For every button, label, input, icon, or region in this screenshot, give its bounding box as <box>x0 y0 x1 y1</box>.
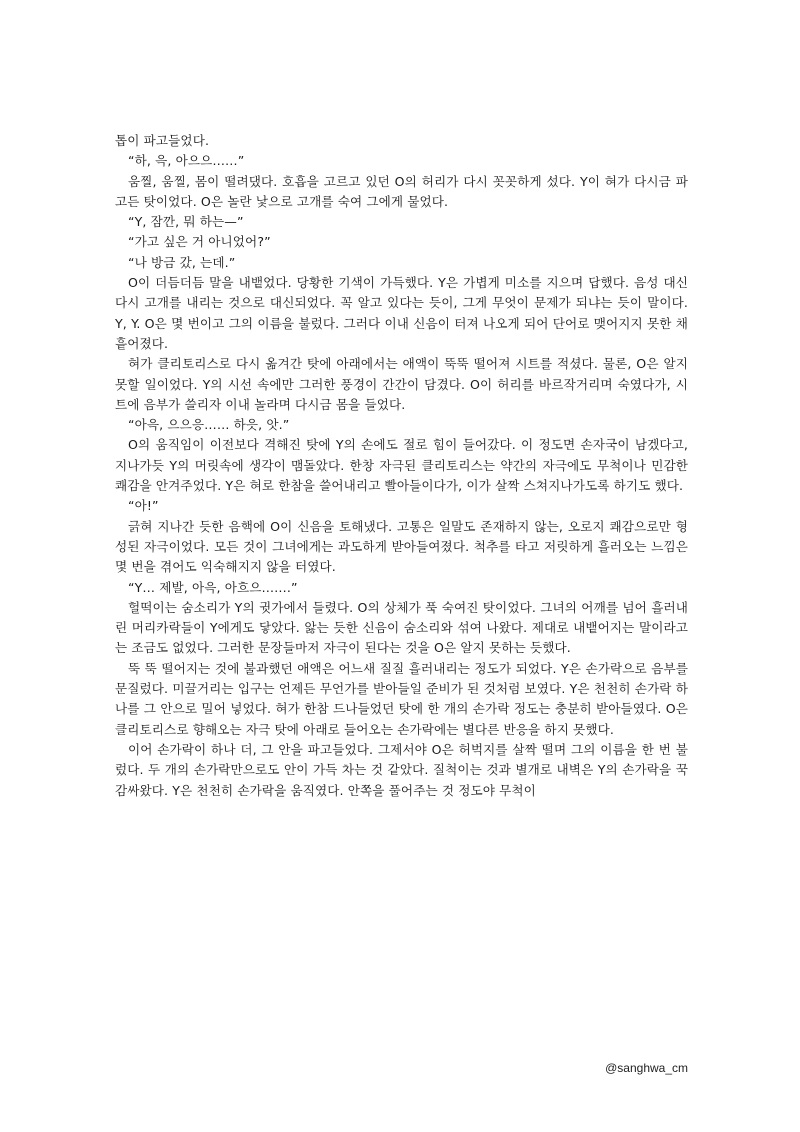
paragraph: O이 더듬더듬 말을 내뱉었다. 당황한 기색이 가득했다. Y은 가볍게 미소를 지으며 답했다. 음성 대신 다시 고개를 내리는 것으로 대신되었다. 꼭 알고 있다는 듯이, 그게 무엇이 문제가 되냐는 듯이 말이다. Y, Y. O은 몇 번이고 그의 이름을 불렀다. 그러다 이내 신음이 터져 나오게 되어 단어로 맺어지지 못한 채 흩어졌다. <box>115 275 688 351</box>
paragraph: 움찔, 움찔, 몸이 떨려댔다. 호흡을 고르고 있던 O의 허리가 다시 꼿꼿하게 섰다. Y이 혀가 다시금 파고든 탓이었다. O은 놀란 낯으로 고개를 숙여 그에게 물었다. <box>115 173 688 209</box>
paragraph: 헐떡이는 숨소리가 Y의 귓가에서 들렸다. O의 상체가 푹 숙여진 탓이었다. 그녀의 어깨를 넘어 흘러내린 머리카락들이 Y에게도 닿았다. 앓는 듯한 신음이 숨소리와 섞여 나왔다. 제대로 내뱉어지는 말이라고는 조금도 없었다. 그러한 문장들마저 자극이 된다는 것을 O은 알지 못하는 듯했다. <box>115 599 688 656</box>
paragraph: 이어 손가락이 하나 더, 그 안을 파고들었다. 그제서야 O은 허벅지를 살짝 떨며 그의 이름을 한 번 불렀다. 두 개의 손가락만으로도 안이 가득 차는 것 같았다. 질척이는 것과 별개로 내벽은 Y의 손가락을 꾹 감싸왔다. Y은 천천히 손가락을 움직였다. 안쪽을 풀어주는 것 정도야 무척이 <box>115 741 688 798</box>
paragraph: 혀가 클리토리스로 다시 옮겨간 탓에 아래에서는 애액이 뚝뚝 떨어져 시트를 적셨다. 물론, O은 알지 못할 일이었다. Y의 시선 속에만 그러한 풍경이 간간이 담겼다. O이 허리를 바르작거리며 숙였다가, 시트에 음부가 쓸리자 이내 놀라며 다시금 몸을 들었다. <box>115 356 688 412</box>
paragraph: “가고 싶은 거 아니었어?” <box>128 234 271 250</box>
paragraph: “하, 윽, 아으으……” <box>128 153 245 169</box>
paragraph: O의 움직임이 이전보다 격해진 탓에 Y의 손에도 절로 힘이 들어갔다. 이 정도면 손자국이 남겠다고, 지나가듯 Y의 머릿속에 생각이 맴돌았다. 한창 자극된 클리토리스는 약간의 자극에도 무척이나 민감한 쾌감을 안겨주었다. Y은 혀로 한참을 쓸어내리고 빨아들이다가, 이가 살짝 스쳐지나가도록 하기도 했다. <box>115 437 688 494</box>
footer-handle: @sanghwa_cm <box>605 1061 688 1075</box>
paragraph: “나 방금 갔, 는데.” <box>128 254 236 270</box>
paragraph: “아!” <box>128 498 159 514</box>
paragraph: “Y… 제발, 아윽, 아흐으…….” <box>128 579 298 595</box>
paragraph: “아윽, 으으응…… 하읏, 앗.” <box>128 417 290 433</box>
paragraph: “Y, 잠깐, 뭐 하는—” <box>128 214 244 230</box>
paragraph: 톱이 파고들었다. <box>115 133 210 148</box>
paragraph: 긁혀 지나간 듯한 음핵에 O이 신음을 토해냈다. 고통은 일말도 존재하지 않는, 오로지 쾌감으로만 형성된 자극이었다. 모든 것이 그녀에게는 과도하게 받아들여졌다. 척추를 타고 저릿하게 흘러오는 느낌은 몇 번을 겪어도 익숙해지지 않을 터였다. <box>115 518 688 575</box>
body-text <box>115 131 688 801</box>
paragraph: 뚝 뚝 떨어지는 것에 불과했던 애액은 어느새 질질 흘러내리는 정도가 되었다. Y은 손가락으로 음부를 문질렀다. 미끌거리는 입구는 언제든 무언가를 받아들일 준비가 된 것처럼 보였다. Y은 천천히 손가락 하나를 그 안으로 밀어 넣었다. 혀가 한참 드나들었던 탓에 한 개의 손가락 정도는 충분히 받아들였다. O은 클리토리스로 향해오는 자극 탓에 아래로 들어오는 손가락에는 별다른 반응을 하지 못했다. <box>115 660 688 737</box>
